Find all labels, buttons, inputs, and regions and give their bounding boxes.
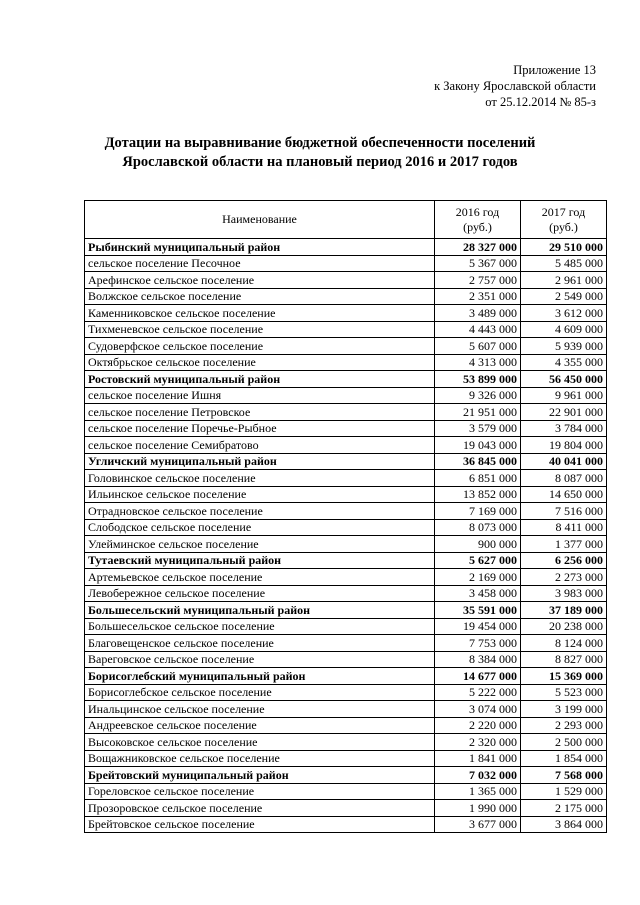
cell-2016: 1 990 000 bbox=[435, 800, 521, 817]
cell-2017: 8 827 000 bbox=[521, 651, 607, 668]
cell-2016: 3 677 000 bbox=[435, 816, 521, 833]
cell-2016: 8 073 000 bbox=[435, 519, 521, 536]
document-title-line-2: Ярославской области на плановый период 2016 и 2017 годов bbox=[122, 154, 518, 170]
cell-2017: 6 256 000 bbox=[521, 552, 607, 569]
column-header-name: Наименование bbox=[85, 201, 435, 239]
table-row bbox=[85, 750, 607, 767]
cell-2016: 14 677 000 bbox=[435, 668, 521, 685]
district-row bbox=[85, 668, 607, 685]
table-row bbox=[85, 354, 607, 371]
cell-2017: 15 369 000 bbox=[521, 668, 607, 685]
cell-2016: 13 852 000 bbox=[435, 486, 521, 503]
cell-2017: 19 804 000 bbox=[521, 437, 607, 454]
cell-name: сельское поселение Петровское bbox=[85, 404, 435, 421]
cell-name: Слободское сельское поселение bbox=[85, 519, 435, 536]
document-title-line-1: Дотации на выравнивание бюджетной обеспеченности поселений bbox=[104, 135, 536, 151]
cell-2016: 7 169 000 bbox=[435, 503, 521, 520]
table-row bbox=[85, 816, 607, 833]
cell-2017: 1 854 000 bbox=[521, 750, 607, 767]
cell-name: Тихменевское сельское поселение bbox=[85, 321, 435, 338]
district-row bbox=[85, 552, 607, 569]
cell-name: Благовещенское сельское поселение bbox=[85, 635, 435, 652]
cell-2017: 3 983 000 bbox=[521, 585, 607, 602]
cell-name: Гореловское сельское поселение bbox=[85, 783, 435, 800]
cell-name: Вощажниковское сельское поселение bbox=[85, 750, 435, 767]
cell-2017: 7 568 000 bbox=[521, 767, 607, 784]
column-header-2016-year: 2016 год bbox=[455, 204, 500, 219]
cell-2017: 8 124 000 bbox=[521, 635, 607, 652]
table-row bbox=[85, 635, 607, 652]
district-row bbox=[85, 453, 607, 470]
appendix-line-number: Приложение 13 bbox=[513, 63, 596, 77]
appendix-line-date: от 25.12.2014 № 85-з bbox=[485, 95, 596, 109]
cell-name: сельское поселение Семибратово bbox=[85, 437, 435, 454]
cell-name: Улейминское сельское поселение bbox=[85, 536, 435, 553]
cell-name: Борисоглебский муниципальный район bbox=[85, 668, 435, 685]
cell-2016: 3 074 000 bbox=[435, 701, 521, 718]
cell-name: Вареговское сельское поселение bbox=[85, 651, 435, 668]
subsidy-table bbox=[84, 200, 607, 833]
cell-2016: 8 384 000 bbox=[435, 651, 521, 668]
table-row bbox=[85, 503, 607, 520]
cell-name: сельское поселение Песочное bbox=[85, 255, 435, 272]
cell-name: Высоковское сельское поселение bbox=[85, 734, 435, 751]
cell-2017: 9 961 000 bbox=[521, 387, 607, 404]
cell-2016: 28 327 000 bbox=[435, 239, 521, 256]
cell-2016: 1 841 000 bbox=[435, 750, 521, 767]
cell-2016: 35 591 000 bbox=[435, 602, 521, 619]
cell-name: Волжское сельское поселение bbox=[85, 288, 435, 305]
cell-2016: 3 458 000 bbox=[435, 585, 521, 602]
cell-2016: 900 000 bbox=[435, 536, 521, 553]
cell-2017: 14 650 000 bbox=[521, 486, 607, 503]
cell-2017: 56 450 000 bbox=[521, 371, 607, 388]
cell-2016: 21 951 000 bbox=[435, 404, 521, 421]
cell-2017: 2 293 000 bbox=[521, 717, 607, 734]
cell-name: Большесельский муниципальный район bbox=[85, 602, 435, 619]
cell-2016: 19 454 000 bbox=[435, 618, 521, 635]
table-row bbox=[85, 569, 607, 586]
table-row bbox=[85, 536, 607, 553]
table-row bbox=[85, 420, 607, 437]
table-row bbox=[85, 519, 607, 536]
table-row bbox=[85, 288, 607, 305]
cell-2017: 22 901 000 bbox=[521, 404, 607, 421]
cell-2017: 8 087 000 bbox=[521, 470, 607, 487]
cell-2017: 3 784 000 bbox=[521, 420, 607, 437]
district-row bbox=[85, 239, 607, 256]
table-row bbox=[85, 701, 607, 718]
table-row bbox=[85, 734, 607, 751]
cell-name: Ростовский муниципальный район bbox=[85, 371, 435, 388]
cell-2017: 5 939 000 bbox=[521, 338, 607, 355]
cell-name: Брейтовский муниципальный район bbox=[85, 767, 435, 784]
district-row bbox=[85, 371, 607, 388]
cell-2016: 4 443 000 bbox=[435, 321, 521, 338]
cell-2016: 19 043 000 bbox=[435, 437, 521, 454]
table-row bbox=[85, 618, 607, 635]
cell-2017: 4 355 000 bbox=[521, 354, 607, 371]
table-row bbox=[85, 305, 607, 322]
cell-2016: 4 313 000 bbox=[435, 354, 521, 371]
cell-name: Ильинское сельское поселение bbox=[85, 486, 435, 503]
cell-2017: 3 199 000 bbox=[521, 701, 607, 718]
cell-2017: 5 485 000 bbox=[521, 255, 607, 272]
column-header-2017-year: 2017 год bbox=[541, 204, 586, 219]
cell-name: сельское поселение Ишня bbox=[85, 387, 435, 404]
cell-2016: 1 365 000 bbox=[435, 783, 521, 800]
table-row bbox=[85, 437, 607, 454]
cell-name: Инальцинское сельское поселение bbox=[85, 701, 435, 718]
cell-2016: 5 367 000 bbox=[435, 255, 521, 272]
cell-name: Арефинское сельское поселение bbox=[85, 272, 435, 289]
cell-2016: 5 607 000 bbox=[435, 338, 521, 355]
table-row bbox=[85, 651, 607, 668]
cell-2017: 2 500 000 bbox=[521, 734, 607, 751]
cell-name: Прозоровское сельское поселение bbox=[85, 800, 435, 817]
column-header-2017 bbox=[521, 201, 607, 239]
cell-name: Борисоглебское сельское поселение bbox=[85, 684, 435, 701]
district-row bbox=[85, 767, 607, 784]
cell-2016: 5 222 000 bbox=[435, 684, 521, 701]
cell-2016: 3 489 000 bbox=[435, 305, 521, 322]
cell-name: Отрадновское сельское поселение bbox=[85, 503, 435, 520]
cell-2016: 5 627 000 bbox=[435, 552, 521, 569]
cell-2017: 1 529 000 bbox=[521, 783, 607, 800]
cell-2016: 6 851 000 bbox=[435, 470, 521, 487]
cell-name: Угличский муниципальный район bbox=[85, 453, 435, 470]
cell-2016: 3 579 000 bbox=[435, 420, 521, 437]
cell-2016: 36 845 000 bbox=[435, 453, 521, 470]
cell-2016: 53 899 000 bbox=[435, 371, 521, 388]
cell-name: сельское поселение Поречье-Рыбное bbox=[85, 420, 435, 437]
table-header-row bbox=[85, 201, 607, 239]
table-row bbox=[85, 321, 607, 338]
cell-name: Большесельское сельское поселение bbox=[85, 618, 435, 635]
cell-name: Рыбинский муниципальный район bbox=[85, 239, 435, 256]
table-row bbox=[85, 585, 607, 602]
table-row bbox=[85, 338, 607, 355]
table-row bbox=[85, 783, 607, 800]
table-row bbox=[85, 800, 607, 817]
cell-name: Левобережное сельское поселение bbox=[85, 585, 435, 602]
cell-2017: 40 041 000 bbox=[521, 453, 607, 470]
table-body bbox=[85, 239, 607, 833]
table-row bbox=[85, 255, 607, 272]
table-row bbox=[85, 470, 607, 487]
cell-2017: 2 549 000 bbox=[521, 288, 607, 305]
cell-2017: 2 175 000 bbox=[521, 800, 607, 817]
cell-2017: 37 189 000 bbox=[521, 602, 607, 619]
cell-name: Головинское сельское поселение bbox=[85, 470, 435, 487]
column-header-2016 bbox=[435, 201, 521, 239]
cell-name: Судоверфское сельское поселение bbox=[85, 338, 435, 355]
cell-2017: 5 523 000 bbox=[521, 684, 607, 701]
cell-2017: 20 238 000 bbox=[521, 618, 607, 635]
cell-2016: 2 169 000 bbox=[435, 569, 521, 586]
cell-2017: 8 411 000 bbox=[521, 519, 607, 536]
cell-name: Октябрьское сельское поселение bbox=[85, 354, 435, 371]
cell-2016: 2 220 000 bbox=[435, 717, 521, 734]
table-row bbox=[85, 404, 607, 421]
cell-2016: 7 032 000 bbox=[435, 767, 521, 784]
appendix-header bbox=[434, 62, 596, 110]
cell-2017: 2 273 000 bbox=[521, 569, 607, 586]
cell-2017: 3 864 000 bbox=[521, 816, 607, 833]
cell-name: Артемьевское сельское поселение bbox=[85, 569, 435, 586]
table-row bbox=[85, 684, 607, 701]
column-header-2016-unit: (руб.) bbox=[463, 219, 492, 234]
cell-2016: 2 320 000 bbox=[435, 734, 521, 751]
cell-name: Каменниковское сельское поселение bbox=[85, 305, 435, 322]
cell-name: Тутаевский муниципальный район bbox=[85, 552, 435, 569]
cell-name: Андреевское сельское поселение bbox=[85, 717, 435, 734]
table-row bbox=[85, 387, 607, 404]
cell-2017: 7 516 000 bbox=[521, 503, 607, 520]
cell-2017: 2 961 000 bbox=[521, 272, 607, 289]
cell-2016: 7 753 000 bbox=[435, 635, 521, 652]
document-title bbox=[0, 134, 640, 172]
cell-2017: 29 510 000 bbox=[521, 239, 607, 256]
cell-2016: 9 326 000 bbox=[435, 387, 521, 404]
appendix-line-law: к Закону Ярославской области bbox=[434, 79, 596, 93]
table-row bbox=[85, 272, 607, 289]
table-row bbox=[85, 717, 607, 734]
cell-2016: 2 757 000 bbox=[435, 272, 521, 289]
table-row bbox=[85, 486, 607, 503]
cell-2017: 1 377 000 bbox=[521, 536, 607, 553]
cell-2017: 3 612 000 bbox=[521, 305, 607, 322]
column-header-2017-unit: (руб.) bbox=[549, 219, 578, 234]
cell-name: Брейтовское сельское поселение bbox=[85, 816, 435, 833]
district-row bbox=[85, 602, 607, 619]
cell-2017: 4 609 000 bbox=[521, 321, 607, 338]
cell-2016: 2 351 000 bbox=[435, 288, 521, 305]
